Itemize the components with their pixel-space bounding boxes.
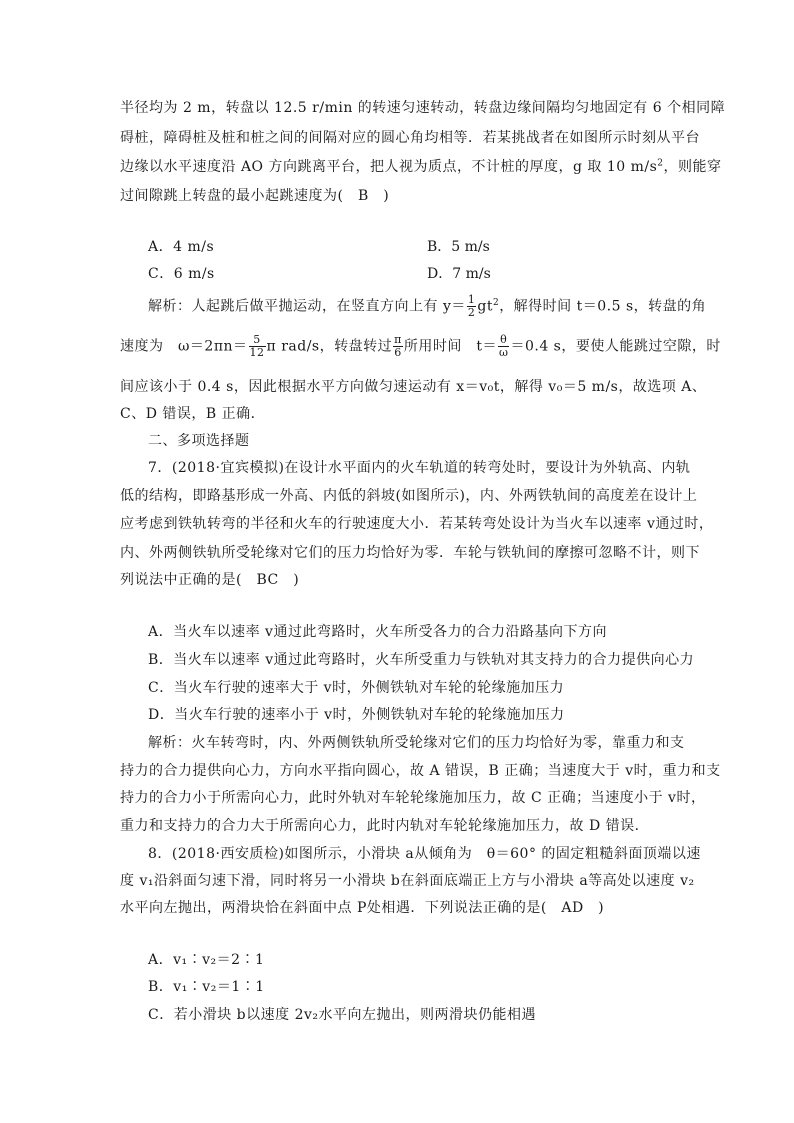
fraction: $\frac{\pi}{6}$ [394,333,402,359]
fraction: $\frac{5}{12}$ [249,333,265,359]
q6-analysis-line: 解析：人起跳后做平抛运动，在竖直方向上有 y＝ $\frac{1}{2}$ $gt^2$，解得时间 t＝0.5 s，转盘的角 [148,293,707,319]
q7-text-line: 列说法中正确的是( BC ) [120,572,300,588]
q7-option-d: D．当火车行驶的速率小于 v时，外侧铁轨对车轮的轮缘施加压力 [148,707,565,723]
q7-analysis-line: 重力和支持力的合力大于所需向心力，此时内轨对车轮轮缘施加压力，故 D 错误． [120,818,650,834]
q8-option-a: A．v₁∶v₂＝2∶1 [148,952,265,968]
q6-option-d: D．7 m/s [427,266,491,282]
q6-option-b: B．5 m/s [427,239,490,255]
q7-text-line: 内、外两侧铁轨所受轮缘对它们的压力均恰好为零．车轮与铁轨间的摩擦可忽略不计，则下 [120,545,700,561]
fraction: $\frac{1}{2}$ [467,293,476,319]
q6-analysis-line: C、D 错误，B 正确． [120,406,266,422]
q6-text-line: 边缘以水平速度沿 AO 方向跳离平台，把人视为质点，不计桩的厚度，g 取 10 $m/s^2$，则能穿 [120,158,722,175]
q7-text-line: 应考虑到铁轨转弯的半径和火车的行驶速度大小．若某转弯处设计为当火车以速率 v通过时， [120,516,714,532]
q7-text-line: 7．(2018·宜宾模拟)在设计水平面内的火车轨道的转弯处时，要设计为外轨高、内轨 [148,460,691,476]
q7-text-line: 低的结构，即路基形成一外高、内低的斜坡(如图所示)，内、外两铁轨间的高度差在设计上 [120,488,698,504]
q6-analysis-line: 间应该小于 0.4 s，因此根据水平方向做匀速运动有 x＝v₀t，解得 v₀＝5 m/s，故选项 A、 [120,379,707,395]
q7-analysis-line: 持力的合力提供向心力，方向水平指向圆心，故 A 错误，B 正确；当速度大于 v时，重力和支 [120,763,721,779]
q7-analysis-line: 解析：火车转弯时，内、外两侧铁轨所受轮缘对它们的压力均恰好为零，靠重力和支 [148,735,685,751]
q7-option-c: C．当火车行驶的速率大于 v时，外侧铁轨对车轮的轮缘施加压力 [148,680,565,696]
q8-text-line: 8．(2018·西安质检)如图所示，小滑块 a从倾角为 θ＝60° 的固定粗糙斜面顶端以速 [148,846,701,862]
section-title: 二、多项选择题 [148,433,250,449]
q6-analysis-line: 速度为 ω＝2πn＝ $\frac{5}{12}$ π rad/s，转盘转过 $\frac{\pi}{6}$ 所用时间 t＝ $\frac{\theta}{\omega}$ ＝0.4 s，要使人能跳过空隙，时 [120,333,721,359]
q6-text-line: 碍桩，障碍桩及桩和桩之间的间隔对应的圆心角均相等．若某挑战者在如图所示时刻从平台 [120,130,700,146]
q8-option-c: C．若小滑块 b以速度 2v₂水平向左抛出，则两滑块仍能相遇 [148,1007,537,1023]
q7-analysis-line: 持力的合力小于所需向心力，此时外轨对车轮轮缘施加压力，故 C 正确；当速度小于 v时， [120,790,706,806]
q6-option-a: A．4 m/s [148,239,215,255]
q6-option-c: C．6 m/s [148,266,215,282]
q7-option-a: A．当火车以速率 v通过此弯路时，火车所受各力的合力沿路基向下方向 [148,624,607,640]
q8-text-line: 水平向左抛出，两滑块恰在斜面中点 P处相遇．下列说法正确的是( AD ) [120,900,605,916]
q6-text-line: 过间隙跳上转盘的最小起跳速度为( B ) [120,188,390,204]
q8-text-line: 度 v₁沿斜面匀速下滑，同时将另一小滑块 b在斜面底端正上方与小滑块 a等高处以速度 v₂ [120,873,695,889]
q8-option-b: B．v₁∶v₂＝1∶1 [148,979,265,995]
fraction: $\frac{\theta}{\omega}$ [498,333,509,359]
q7-option-b: B．当火车以速率 v通过此弯路时，火车所受重力与铁轨对其支持力的合力提供向心力 [148,652,695,668]
q6-text-line: 半径均为 2 m，转盘以 12.5 r/min 的转速匀速转动，转盘边缘间隔均匀地固定有 6 个相同障 [120,100,726,116]
